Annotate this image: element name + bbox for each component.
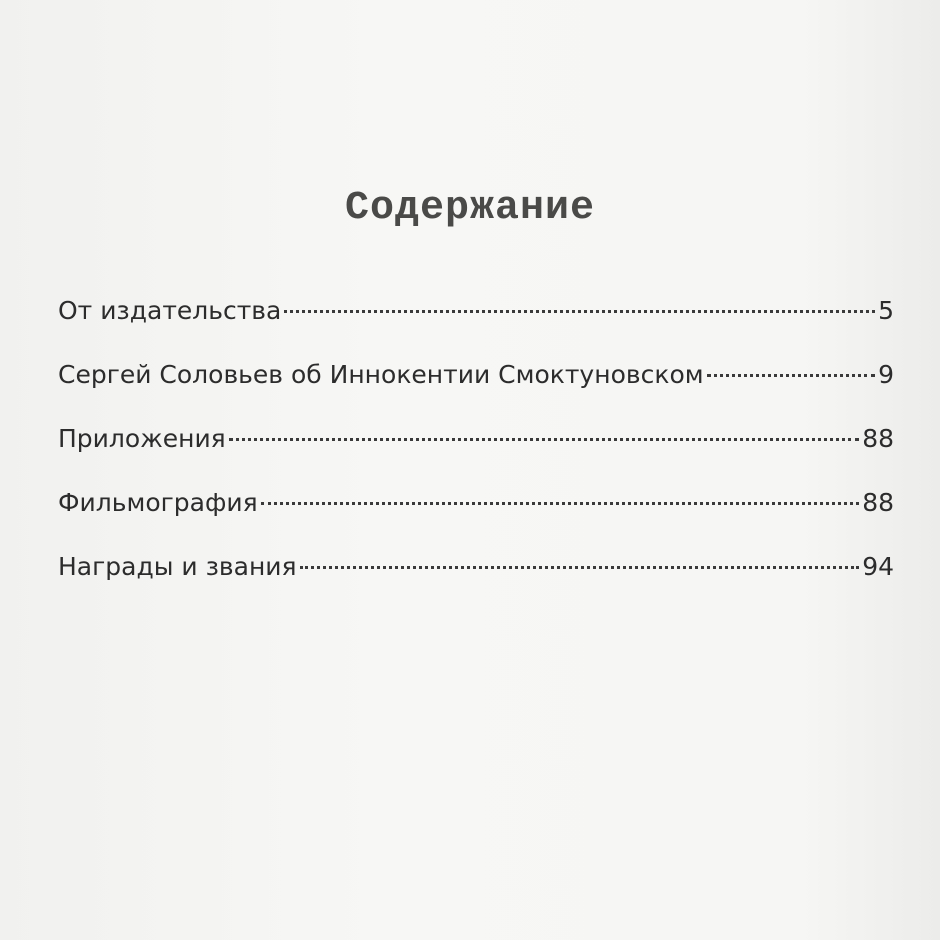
toc-entry-label: От издательства [58, 296, 282, 325]
toc-entry [58, 488, 894, 552]
toc-entry [58, 424, 894, 488]
toc-entry-label: Приложения [58, 424, 226, 453]
dot-leader [707, 374, 876, 377]
dot-leader [261, 502, 860, 505]
toc-entry-page: 9 [878, 360, 894, 389]
toc-entry [58, 296, 894, 360]
page-title: Содержание [344, 186, 596, 231]
toc-entry-label: Награды и звания [58, 552, 297, 581]
dot-leader [284, 310, 875, 313]
toc-entry [58, 552, 894, 616]
toc-entry-label: Сергей Соловьев об Иннокентии Смоктуновском [58, 360, 704, 389]
dot-leader [229, 438, 859, 441]
toc-entry [58, 360, 894, 424]
dot-leader [300, 566, 860, 569]
table-of-contents [58, 296, 894, 616]
toc-entry-page: 88 [862, 424, 894, 453]
toc-entry-page: 94 [862, 552, 894, 581]
toc-entry-page: 88 [862, 488, 894, 517]
toc-entry-label: Фильмография [58, 488, 258, 517]
toc-entry-page: 5 [878, 296, 894, 325]
